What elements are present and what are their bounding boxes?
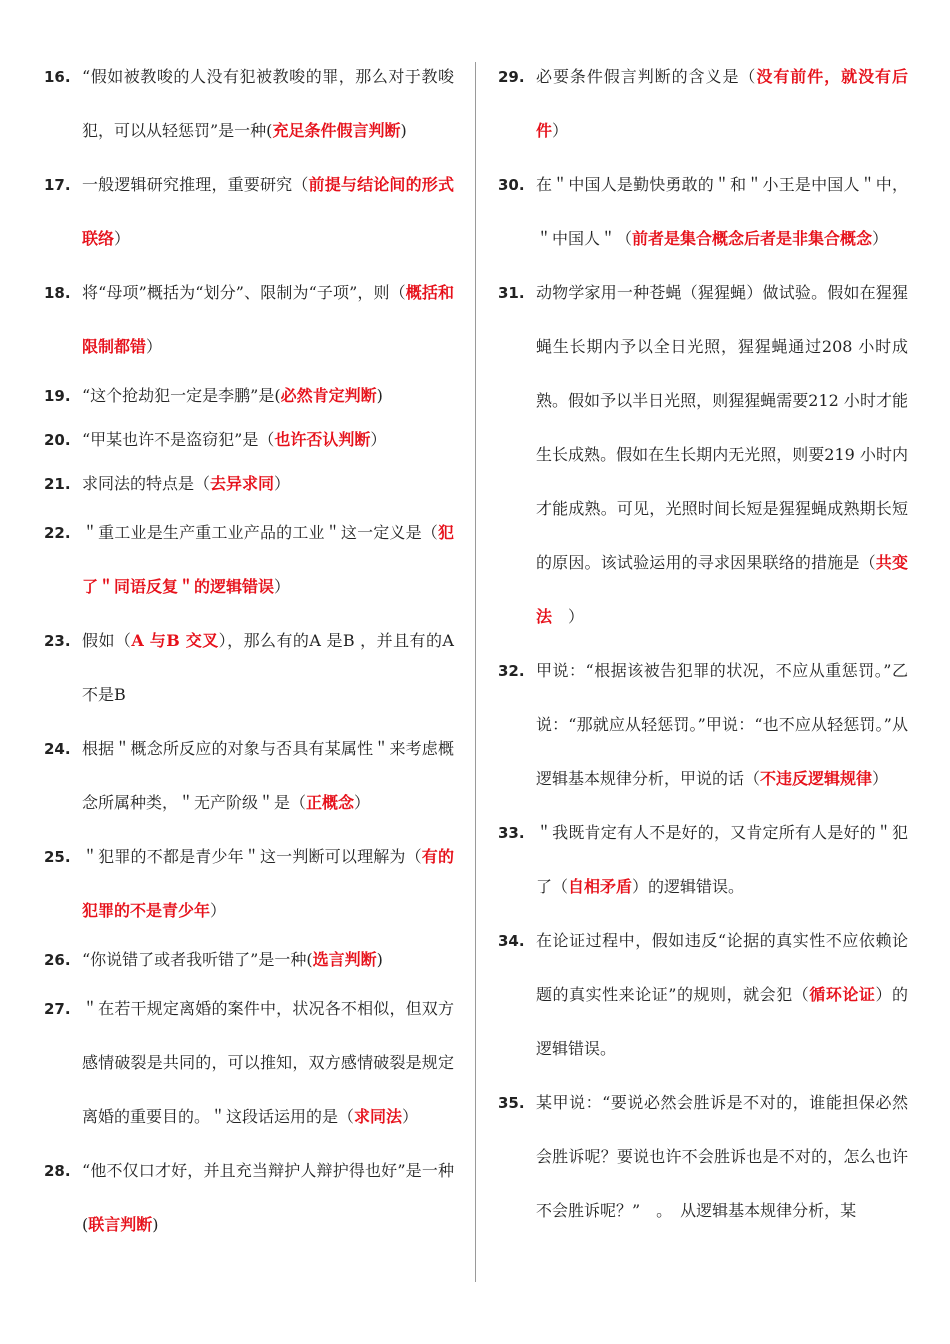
question-34: [498, 914, 908, 1076]
question-stem: 在论证过程中，假如违反“论据的真实性不应依赖论题的真实性来论证”的规则，就会犯（: [536, 931, 908, 1004]
question-number: 26.: [44, 951, 71, 969]
question-number: 28.: [44, 1162, 71, 1180]
question-20: [44, 418, 454, 462]
question-number: 31.: [498, 284, 525, 302]
question-text: [536, 806, 908, 914]
question-text: [82, 374, 454, 418]
question-stem: 将“母项”概括为“划分”、限制为“子项”，则（: [82, 283, 406, 302]
question-tail: ）: [354, 793, 371, 812]
question-tail: ): [376, 950, 383, 969]
question-stem: ＂重工业是生产重工业产品的工业＂这一定义是（: [82, 523, 438, 542]
answer-text: 选言判断: [312, 950, 377, 969]
question-stem: 假如（: [82, 631, 132, 650]
answer-text: 概括和限制都错: [82, 283, 454, 356]
question-text: [82, 722, 454, 830]
question-number: 19.: [44, 387, 71, 405]
answer-text: 求同法: [354, 1107, 403, 1126]
question-text: [82, 830, 454, 938]
answer-text: 前提与结论间的形式联络: [82, 175, 454, 248]
question-text: [536, 1076, 908, 1238]
question-text: [536, 158, 908, 266]
question-number: 33.: [498, 824, 525, 842]
question-tail: ): [152, 1215, 159, 1234]
question-stem: 一般逻辑研究推理，重要研究（: [82, 175, 309, 194]
question-stem: 在＂中国人是勤快勇敢的＂和＂小王是中国人＂中，＂中国人＂（: [536, 175, 908, 248]
question-27: [44, 982, 454, 1144]
question-text: [536, 914, 908, 1076]
right-column: [498, 50, 908, 1238]
question-30: [498, 158, 908, 266]
question-24: [44, 722, 454, 830]
question-16: [44, 50, 454, 158]
question-text: [82, 938, 454, 982]
question-tail: ): [376, 386, 383, 405]
question-tail: ）: [552, 121, 569, 140]
question-number: 35.: [498, 1094, 525, 1112]
answer-text: 前者是集合概念后者是非集合概念: [632, 229, 873, 248]
question-stem: “你说错了或者我听错了”是一种(: [82, 950, 313, 969]
answer-text: 正概念: [306, 793, 355, 812]
question-stem: “甲某也许不是盗窃犯”是（: [82, 430, 275, 449]
question-number: 21.: [44, 475, 71, 493]
question-stem: 必要条件假言判断的含义是（: [536, 67, 757, 86]
question-stem: 某甲说：“要说必然会胜诉是不对的，谁能担保必然会胜诉呢？要说也许不会胜诉也是不对的，怎么也许不会胜诉呢？” 。 从逻辑基本规律分析，某: [536, 1093, 908, 1220]
question-17: [44, 158, 454, 266]
question-number: 34.: [498, 932, 525, 950]
question-number: 30.: [498, 176, 525, 194]
answer-text: 联言判断: [88, 1215, 153, 1234]
question-number: 18.: [44, 284, 71, 302]
question-tail: ）: [872, 229, 889, 248]
answer-text: 有的犯罪的不是青少年: [82, 847, 454, 920]
question-stem: 根据＂概念所反应的对象与否具有某属性＂来考虑概念所属种类，＂无产阶级＂是（: [82, 739, 454, 812]
column-divider: [475, 62, 476, 1282]
answer-text: 也许否认判断: [274, 430, 371, 449]
question-number: 22.: [44, 524, 71, 542]
question-23: [44, 614, 454, 722]
question-number: 24.: [44, 740, 71, 758]
question-tail: ): [400, 121, 407, 140]
question-text: [82, 982, 454, 1144]
question-tail: ）: [146, 337, 163, 356]
answer-text: 自相矛盾: [568, 877, 633, 896]
question-number: 16.: [44, 68, 71, 86]
question-35: [498, 1076, 908, 1238]
question-stem: ＂在若干规定离婚的案件中，状况各不相似，但双方感情破裂是共同的，可以推知，双方感情破裂是规定离婚的重要目的。＂这段话运用的是（: [82, 999, 454, 1126]
question-tail: ）: [274, 474, 291, 493]
question-number: 29.: [498, 68, 525, 86]
question-tail: ）: [872, 769, 889, 788]
question-stem: 求同法的特点是（: [82, 474, 211, 493]
question-stem: ＂犯罪的不都是青少年＂这一判断可以理解为（: [82, 847, 422, 866]
answer-text: 共变法: [536, 553, 908, 626]
question-text: [82, 462, 454, 506]
question-number: 32.: [498, 662, 525, 680]
question-18: [44, 266, 454, 374]
question-21: [44, 462, 454, 506]
question-tail: ），那么有的A 是B ，并且有的A 不是B: [82, 631, 454, 704]
question-stem: 甲说：“根据该被告犯罪的状况，不应从重惩罚。”乙说：“那就应从轻惩罚。”甲说：“也不应从轻惩罚。”从逻辑基本规律分析，甲说的话（: [536, 661, 908, 788]
question-text: [82, 158, 454, 266]
question-32: [498, 644, 908, 806]
answer-text: 犯了＂同语反复＂的逻辑错误: [82, 523, 454, 596]
question-number: 17.: [44, 176, 71, 194]
answer-text: 没有前件，就没有后件: [536, 67, 908, 140]
question-19: [44, 374, 454, 418]
question-tail: ）: [114, 229, 131, 248]
question-number: 27.: [44, 1000, 71, 1018]
question-tail: ）的逻辑错误。: [536, 985, 908, 1058]
question-tail: ）: [552, 607, 585, 626]
question-stem: 动物学家用一种苍蝇（猩猩蝇）做试验。假如在猩猩蝇生长期内予以全日光照，猩猩蝇通过208 小时成熟。假如予以半日光照，则猩猩蝇需要212 小时才能生长成熟。假如在生长期内无光照，则要219 小时内才能成熟。可见，光照时间长短是猩猩蝇成熟期长短的原因。该试验运用的寻求因果联络的措施是（: [536, 283, 908, 572]
answer-text: 充足条件假言判断: [272, 121, 401, 140]
question-stem: “他不仅口才好，并且充当辩护人辩护得也好”是一种(: [82, 1161, 454, 1234]
answer-text: 不违反逻辑规律: [760, 769, 873, 788]
answer-text: A 与B 交叉: [131, 631, 219, 650]
question-33: [498, 806, 908, 914]
question-26: [44, 938, 454, 982]
left-column: [44, 50, 454, 1252]
question-number: 25.: [44, 848, 71, 866]
question-text: [82, 50, 454, 158]
question-text: [82, 266, 454, 374]
question-29: [498, 50, 908, 158]
question-text: [536, 50, 908, 158]
question-31: [498, 266, 908, 644]
question-text: [536, 644, 908, 806]
question-stem: ＂我既肯定有人不是好的，又肯定所有人是好的＂犯了（: [536, 823, 908, 896]
question-text: [82, 614, 454, 722]
question-25: [44, 830, 454, 938]
question-number: 20.: [44, 431, 71, 449]
question-stem: “假如被教唆的人没有犯被教唆的罪，那么对于教唆犯，可以从轻惩罚”是一种(: [82, 67, 454, 140]
question-22: [44, 506, 454, 614]
question-text: [536, 266, 908, 644]
question-tail: ）: [210, 901, 227, 920]
answer-text: 必然肯定判断: [280, 386, 377, 405]
answer-text: 循环论证: [809, 985, 876, 1004]
question-tail: ）: [402, 1107, 419, 1126]
question-stem: “这个抢劫犯一定是李鹏”是(: [82, 386, 281, 405]
question-28: [44, 1144, 454, 1252]
question-text: [82, 1144, 454, 1252]
question-tail: ）的逻辑错误。: [632, 877, 745, 896]
question-number: 23.: [44, 632, 71, 650]
answer-text: 去异求同: [210, 474, 275, 493]
question-text: [82, 506, 454, 614]
question-text: [82, 418, 454, 462]
question-tail: ）: [370, 430, 387, 449]
question-tail: ）: [274, 577, 291, 596]
